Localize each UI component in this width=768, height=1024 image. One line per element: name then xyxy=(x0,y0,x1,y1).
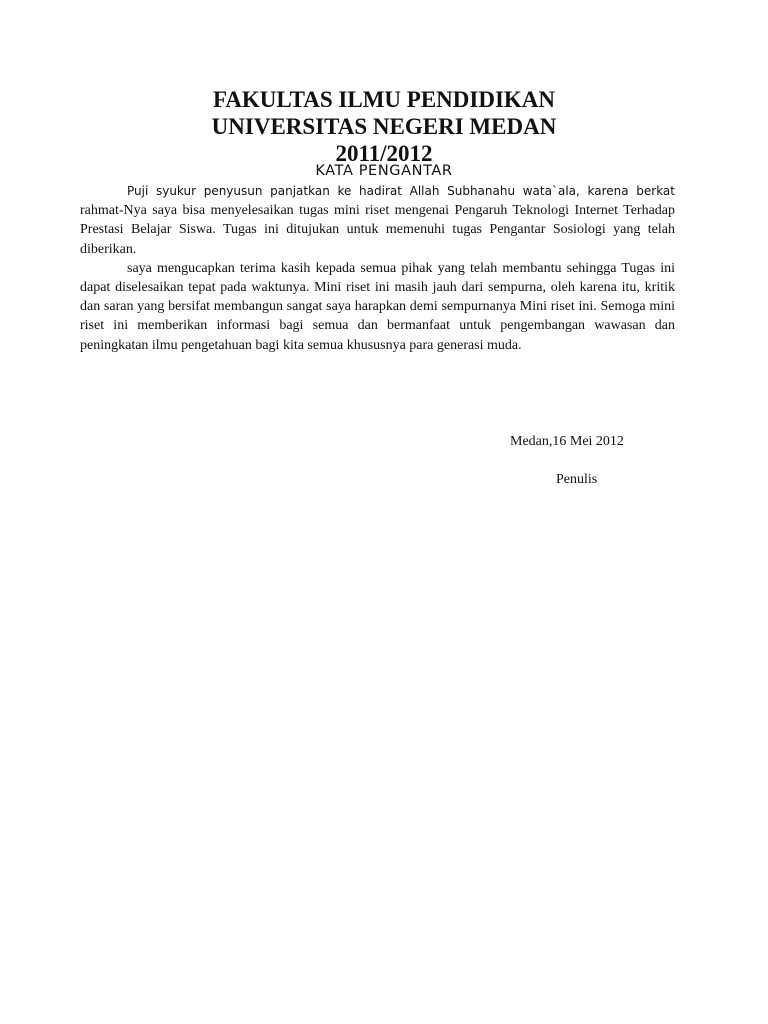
title-faculty: FAKULTAS ILMU PENDIDIKAN xyxy=(212,87,556,112)
title-year: 2011/2012 xyxy=(335,141,433,166)
title-university: UNIVERSITAS NEGERI MEDAN xyxy=(211,114,557,139)
section-heading: KATA PENGANTAR xyxy=(315,163,453,179)
paragraph-gratitude xyxy=(80,182,675,259)
document-body xyxy=(80,182,675,355)
document-title xyxy=(0,86,768,167)
paragraph-gratitude-rest: rahmat-Nya saya bisa menyelesaikan tugas mini riset mengenai Pengaruh Teknologi Internet Terhadap Prestasi Belajar Siswa. Tugas ini ditujukan untuk memenuhi tugas Pengantar Sosiologi yang telah diberikan. xyxy=(80,203,675,257)
paragraph-thanks: saya mengucapkan terima kasih kepada semua pihak yang telah membantu sehingga Tugas ini dapat diselesaikan tepat pada waktunya. Mini riset ini masih jauh dari sempurna, oleh karena itu, kritik dan saran yang bersifat membangun sangat saya harapkan demi sempurnanya Mini riset ini. Semoga mini riset ini memberikan informasi bagi semua dan bermanfaat untuk pengembangan wawasan dan peningkatan ilmu pengetahuan bagi kita semua khususnya para generasi muda. xyxy=(80,260,675,353)
closing-place-date: Medan,16 Mei 2012 xyxy=(510,434,624,449)
paragraph-gratitude-lead: Puji syukur penyusun panjatkan ke hadirat Allah Subhanahu wata`ala, karena berkat xyxy=(127,184,675,198)
closing-author: Penulis xyxy=(556,472,598,487)
